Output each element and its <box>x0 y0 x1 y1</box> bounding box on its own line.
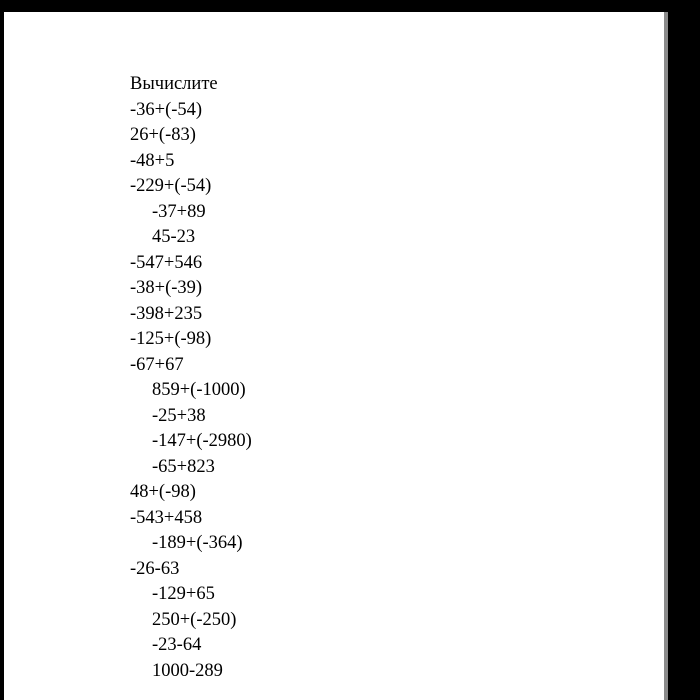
exercise-line: -65+823 <box>152 456 215 477</box>
exercise-line: -129+65 <box>152 584 215 604</box>
exercise-line: -23-64 <box>152 635 202 655</box>
exercise-line: -543+458 <box>130 507 203 528</box>
exercise-sheet <box>130 72 252 684</box>
exercise-line: 26+(-83) <box>130 125 196 145</box>
exercise-line: -189+(-364) <box>152 533 243 553</box>
exercise-line: -398+235 <box>130 303 203 324</box>
exercise-line: -25+38 <box>152 405 206 426</box>
exercise-line: -67+67 <box>130 354 184 375</box>
exercise-line: -147+(-2980) <box>152 431 252 451</box>
exercise-line: -229+(-54) <box>130 176 212 196</box>
exercise-line: -26-63 <box>130 558 180 579</box>
document-page <box>4 12 666 700</box>
exercise-line: -125+(-98) <box>130 329 212 349</box>
exercise-line: -547+546 <box>130 252 203 273</box>
page-edge-shadow <box>664 12 668 700</box>
exercise-line: 859+(-1000) <box>152 380 246 400</box>
exercise-line: 1000-289 <box>152 660 223 681</box>
exercise-line: 48+(-98) <box>130 482 196 502</box>
exercise-line: -38+(-39) <box>130 278 203 298</box>
sheet-heading: Вычислите <box>130 74 218 94</box>
exercise-line: 45-23 <box>152 227 196 247</box>
exercise-list <box>130 98 252 685</box>
exercise-line: -37+89 <box>152 201 206 222</box>
exercise-line: -48+5 <box>130 150 175 171</box>
exercise-line: 250+(-250) <box>152 609 237 630</box>
exercise-line: -36+(-54) <box>130 99 203 120</box>
